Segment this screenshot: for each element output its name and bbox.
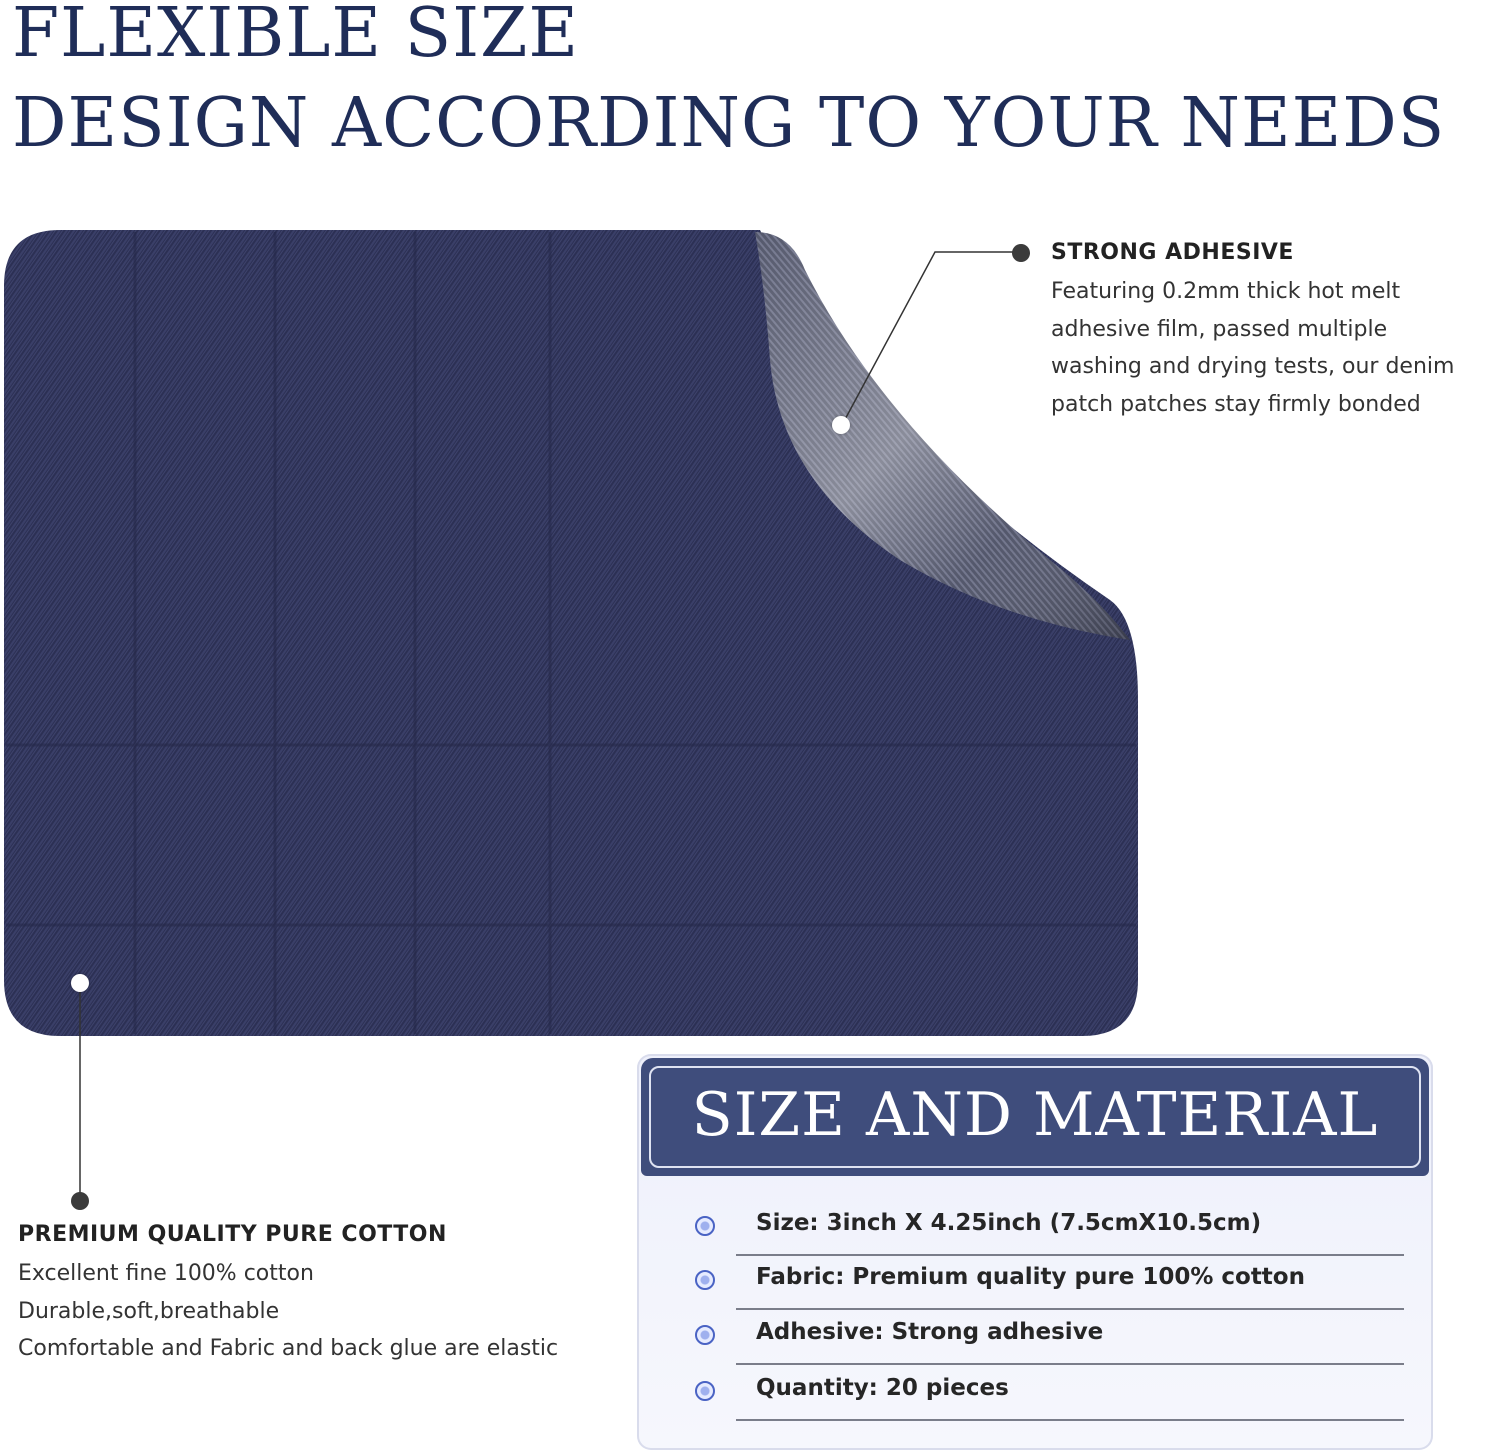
spec-text: Adhesive: Strong adhesive (756, 1319, 1104, 1345)
bullet-icon (695, 1381, 715, 1401)
adhesive-line: adhesive film, passed multiple (1051, 316, 1388, 342)
divider (736, 1308, 1404, 1310)
title-line-2: DESIGN ACCORDING TO YOUR NEEDS (12, 84, 1446, 163)
adhesive-marker (832, 416, 850, 434)
patch-front (4, 230, 1138, 1036)
divider (736, 1254, 1404, 1256)
adhesive-line: Featuring 0.2mm thick hot melt (1051, 279, 1401, 304)
spec-row-quantity (637, 1375, 1433, 1431)
cotton-line: Durable,soft,breathable (18, 1298, 280, 1324)
spec-text: Size: 3inch X 4.25inch (7.5cmX10.5cm) (756, 1210, 1262, 1236)
spec-row-adhesive (637, 1319, 1433, 1375)
title-line-1: FLEXIBLE SIZE (12, 0, 579, 73)
cotton-line: Comfortable and Fabric and back glue are elastic (18, 1336, 559, 1361)
cotton-heading: PREMIUM QUALITY PURE COTTON (18, 1222, 447, 1247)
divider (736, 1363, 1404, 1365)
adhesive-line: patch patches stay firmly bonded (1051, 391, 1421, 417)
bullet-icon (695, 1325, 715, 1345)
cotton-line: Excellent fine 100% cotton (18, 1261, 314, 1286)
adhesive-heading: STRONG ADHESIVE (1051, 240, 1294, 265)
spec-row-size (637, 1210, 1433, 1266)
cotton-callout-endpoint (71, 1192, 89, 1210)
adhesive-line: washing and drying tests, our denim (1051, 354, 1455, 379)
cotton-description (18, 1255, 558, 1368)
adhesive-description (1051, 273, 1454, 423)
adhesive-callout-endpoint (1012, 244, 1030, 262)
spec-row-fabric (637, 1264, 1433, 1320)
divider (736, 1419, 1404, 1421)
cotton-marker (71, 974, 89, 992)
card-title: SIZE AND MATERIAL (691, 1080, 1379, 1150)
bullet-icon (695, 1270, 715, 1290)
card-banner (641, 1058, 1429, 1176)
size-material-card (637, 1054, 1433, 1450)
bullet-icon (695, 1216, 715, 1236)
spec-text: Fabric: Premium quality pure 100% cotton (756, 1264, 1305, 1290)
spec-text: Quantity: 20 pieces (756, 1375, 1009, 1401)
